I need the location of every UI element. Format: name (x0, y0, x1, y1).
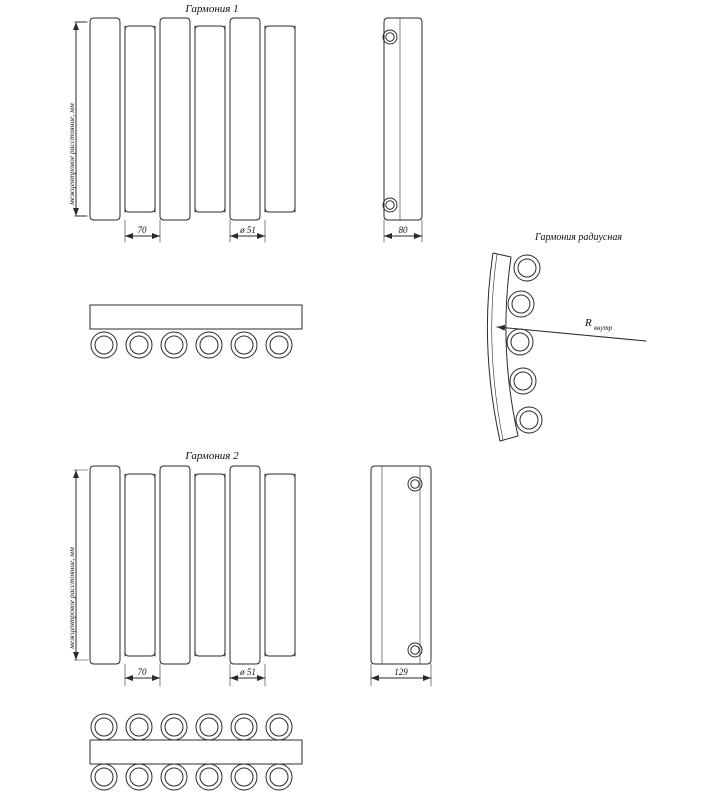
harmony1-dim-diameter: ø 51 (240, 225, 256, 235)
harmony1-front-view (90, 18, 295, 220)
harmony1-dim-depth: 80 (398, 225, 408, 235)
harmony1-dim-pitch: 70 (137, 225, 147, 235)
harmony2-dim-depth: 129 (394, 667, 408, 677)
radial-radius-label: R (585, 317, 592, 329)
radial-title: Гармония радиусная (535, 232, 622, 243)
harmony2-dim-pitch: 70 (137, 667, 147, 677)
harmony2-side-view (371, 466, 431, 686)
harmony2-front-view (90, 466, 295, 664)
radial-view (487, 253, 646, 441)
harmony1-vertical-dimension (74, 22, 88, 216)
harmony2-center-distance-label: межцентровое расстояние, мм (67, 547, 76, 649)
harmony2-title: Гармония 2 (185, 450, 239, 462)
harmony2-dim-diameter: ø 51 (240, 667, 256, 677)
harmony2-vertical-dimension (74, 470, 88, 660)
harmony1-title: Гармония 1 (185, 3, 239, 15)
harmony1-center-distance-label: межцентровое расстояние, мм (67, 103, 76, 205)
radial-radius-sub: внутр (594, 324, 613, 332)
harmony1-top-view (90, 305, 302, 358)
harmony1-side-view (383, 18, 422, 242)
harmony2-top-view (90, 714, 302, 790)
